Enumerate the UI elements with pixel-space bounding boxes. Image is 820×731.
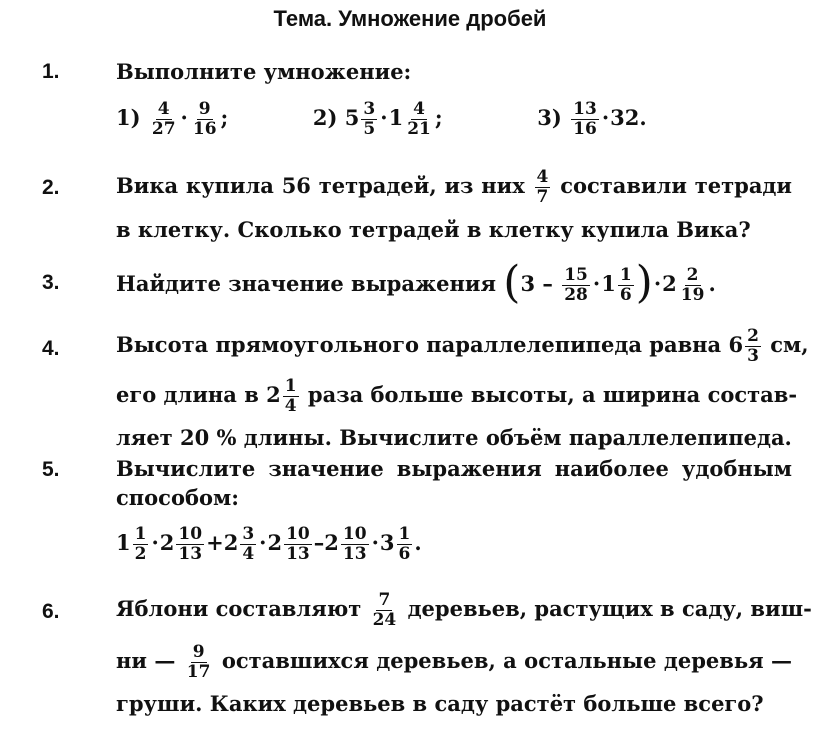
fraction: $\frac{1}{6}$ [398, 524, 411, 564]
task-1-items [116, 94, 792, 142]
fraction: $\frac{4}{21}$ [407, 99, 431, 139]
task-2-number: 2. [42, 176, 60, 199]
task-1-item-1: 1) $\frac{4}{27}$ · $\frac{9}{16}$ ; [116, 99, 229, 139]
fraction: $\frac{2}{19}$ [680, 265, 705, 305]
task-6-line-1: Яблони составляют $\frac{7}{24}$ деревьев, растущих в саду, виш- [116, 590, 812, 630]
task-6-line-3: груши. Каких деревьев в саду растёт больше всего? [116, 691, 764, 716]
fraction: $\frac{4}{7}$ [536, 167, 549, 207]
fraction: $\frac{2}{3}$ [747, 326, 759, 366]
task-2-line-2: в клетку. Сколько тетрадей в клетку купила Вика? [116, 217, 751, 242]
fraction: $\frac{13}{16}$ [573, 99, 597, 139]
fraction: $\frac{1}{4}$ [284, 376, 297, 416]
task-4-line-3: ляет 20 % длины. Вычислите объём параллелепипеда. [116, 425, 792, 450]
task-1-number: 1. [42, 60, 60, 83]
task-4-line-2: его длина в 2 $\frac{1}{4}$ раза больше высоты, а ширина состав- [116, 376, 798, 416]
task-5-line-1: Вычислите значение выражения наиболее удобным [116, 456, 792, 481]
fraction: $\frac{9}{16}$ [192, 99, 217, 139]
fraction: $\frac{10}{13}$ [342, 524, 367, 564]
fraction: $\frac{1}{2}$ [134, 524, 147, 564]
task-5-number: 5. [42, 458, 60, 481]
fraction: $\frac{15}{28}$ [564, 265, 588, 305]
task-6-line-2: ни — $\frac{9}{17}$ оставшихся деревьев, а остальные деревья — [116, 642, 793, 682]
task-5-expression: 1 $\frac{1}{2}$ ·2 $\frac{10}{13}$ +2 $\frac{3}{4}$ ·2 $\frac{10}{13}$ –2 $\frac{10}{13}$ ·3 $\frac{1}{6}$ . [116, 524, 422, 564]
fraction: $\frac{4}{27}$ [151, 99, 176, 139]
fraction: $\frac{7}{24}$ [372, 590, 397, 630]
task-3-number: 3. [42, 271, 60, 294]
task-2-line-1: Вика купила 56 тетрадей, из них $\frac{4}{7}$ составили тетради [116, 167, 792, 207]
item-label: 1) [116, 105, 141, 130]
task-6-number: 6. [42, 600, 60, 623]
fraction: $\frac{10}{13}$ [286, 524, 310, 564]
fraction: $\frac{1}{6}$ [619, 265, 632, 305]
fraction: $\frac{9}{17}$ [186, 642, 211, 682]
fraction: $\frac{10}{13}$ [178, 524, 203, 564]
page-title: Тема. Умножение дробей [273, 6, 547, 31]
task-4-line-1: Высота прямоугольного параллелепипеда равна 6 $\frac{2}{3}$ см, [116, 326, 809, 366]
task-1-item-2: 2) 5 $\frac{3}{5}$ ·1 $\frac{4}{21}$ ; [312, 99, 443, 139]
item-label: 3) [537, 105, 562, 130]
fraction: $\frac{3}{4}$ [242, 524, 255, 564]
task-4-number: 4. [42, 337, 60, 360]
fraction: $\frac{3}{5}$ [363, 99, 376, 139]
task-1-item-3: 3) $\frac{13}{16}$ ·32. [537, 99, 647, 139]
task-5-line-2: способом: [116, 485, 239, 510]
task-3-line: Найдите значение выражения (3 – $\frac{15}{28}$ ·1 $\frac{1}{6}$ )·2 $\frac{2}{19}$ . [116, 256, 716, 308]
item-label: 2) [312, 105, 338, 130]
task-1-text: Выполните умножение: [116, 59, 412, 84]
